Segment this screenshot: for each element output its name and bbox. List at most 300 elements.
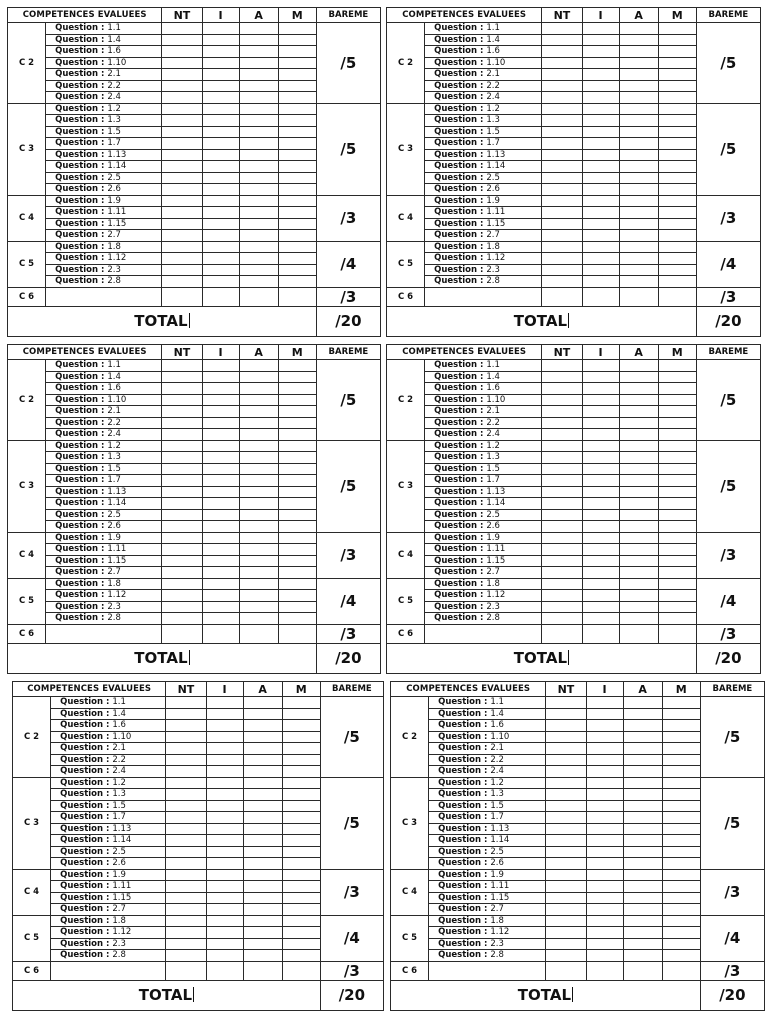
i-cell[interactable] bbox=[586, 869, 623, 881]
i-cell[interactable] bbox=[586, 904, 623, 916]
i-cell[interactable] bbox=[202, 544, 239, 556]
i-cell[interactable] bbox=[582, 161, 619, 173]
m-cell[interactable] bbox=[658, 417, 696, 429]
nt-cell[interactable] bbox=[162, 126, 202, 138]
i-cell[interactable] bbox=[202, 498, 239, 510]
i-cell[interactable] bbox=[582, 406, 619, 418]
a-cell[interactable] bbox=[243, 800, 282, 812]
nt-cell[interactable] bbox=[546, 754, 586, 766]
a-cell[interactable] bbox=[619, 34, 658, 46]
i-cell[interactable] bbox=[582, 394, 619, 406]
nt-cell[interactable] bbox=[162, 486, 202, 498]
nt-cell[interactable] bbox=[166, 927, 206, 939]
i-cell[interactable] bbox=[202, 92, 239, 104]
i-cell[interactable] bbox=[202, 406, 239, 418]
m-cell[interactable] bbox=[282, 720, 320, 732]
i-cell[interactable] bbox=[582, 486, 619, 498]
a-cell[interactable] bbox=[239, 532, 278, 544]
m-cell[interactable] bbox=[662, 846, 700, 858]
nt-cell[interactable] bbox=[546, 720, 586, 732]
m-cell[interactable] bbox=[278, 486, 316, 498]
m-cell[interactable] bbox=[662, 754, 700, 766]
a-cell[interactable] bbox=[623, 720, 662, 732]
nt-cell[interactable] bbox=[166, 869, 206, 881]
a-cell[interactable] bbox=[239, 406, 278, 418]
nt-cell[interactable] bbox=[542, 207, 582, 219]
a-cell[interactable] bbox=[619, 69, 658, 81]
m-cell[interactable] bbox=[278, 46, 316, 58]
nt-cell[interactable] bbox=[546, 697, 586, 709]
nt-cell[interactable] bbox=[162, 80, 202, 92]
i-cell[interactable] bbox=[582, 521, 619, 533]
a-cell[interactable] bbox=[239, 172, 278, 184]
nt-cell[interactable] bbox=[162, 555, 202, 567]
m-cell[interactable] bbox=[658, 578, 696, 590]
nt-cell[interactable] bbox=[162, 218, 202, 230]
i-cell[interactable] bbox=[582, 578, 619, 590]
i-cell[interactable] bbox=[202, 440, 239, 452]
nt-cell[interactable] bbox=[162, 172, 202, 184]
i-cell[interactable] bbox=[582, 383, 619, 395]
i-cell[interactable] bbox=[202, 532, 239, 544]
nt-cell[interactable] bbox=[542, 138, 582, 150]
a-cell[interactable] bbox=[239, 383, 278, 395]
i-cell[interactable] bbox=[202, 371, 239, 383]
nt-cell[interactable] bbox=[542, 218, 582, 230]
a-cell[interactable] bbox=[619, 149, 658, 161]
nt-cell[interactable] bbox=[546, 789, 586, 801]
a-cell[interactable] bbox=[243, 892, 282, 904]
m-cell[interactable] bbox=[662, 961, 700, 980]
m-cell[interactable] bbox=[282, 904, 320, 916]
nt-cell[interactable] bbox=[542, 498, 582, 510]
a-cell[interactable] bbox=[239, 590, 278, 602]
m-cell[interactable] bbox=[658, 103, 696, 115]
nt-cell[interactable] bbox=[542, 406, 582, 418]
a-cell[interactable] bbox=[243, 766, 282, 778]
m-cell[interactable] bbox=[278, 624, 316, 643]
m-cell[interactable] bbox=[282, 777, 320, 789]
m-cell[interactable] bbox=[658, 371, 696, 383]
i-cell[interactable] bbox=[586, 812, 623, 824]
m-cell[interactable] bbox=[662, 697, 700, 709]
nt-cell[interactable] bbox=[542, 601, 582, 613]
i-cell[interactable] bbox=[582, 230, 619, 242]
m-cell[interactable] bbox=[278, 521, 316, 533]
i-cell[interactable] bbox=[206, 812, 243, 824]
nt-cell[interactable] bbox=[162, 383, 202, 395]
a-cell[interactable] bbox=[243, 823, 282, 835]
i-cell[interactable] bbox=[586, 927, 623, 939]
nt-cell[interactable] bbox=[162, 521, 202, 533]
nt-cell[interactable] bbox=[542, 172, 582, 184]
m-cell[interactable] bbox=[282, 800, 320, 812]
i-cell[interactable] bbox=[202, 383, 239, 395]
m-cell[interactable] bbox=[658, 253, 696, 265]
m-cell[interactable] bbox=[658, 92, 696, 104]
a-cell[interactable] bbox=[619, 417, 658, 429]
a-cell[interactable] bbox=[243, 915, 282, 927]
a-cell[interactable] bbox=[619, 463, 658, 475]
nt-cell[interactable] bbox=[166, 892, 206, 904]
nt-cell[interactable] bbox=[162, 34, 202, 46]
i-cell[interactable] bbox=[586, 777, 623, 789]
i-cell[interactable] bbox=[202, 452, 239, 464]
i-cell[interactable] bbox=[586, 950, 623, 962]
nt-cell[interactable] bbox=[546, 812, 586, 824]
m-cell[interactable] bbox=[662, 938, 700, 950]
a-cell[interactable] bbox=[239, 417, 278, 429]
m-cell[interactable] bbox=[278, 218, 316, 230]
m-cell[interactable] bbox=[278, 207, 316, 219]
i-cell[interactable] bbox=[202, 509, 239, 521]
a-cell[interactable] bbox=[243, 789, 282, 801]
i-cell[interactable] bbox=[206, 961, 243, 980]
m-cell[interactable] bbox=[282, 858, 320, 870]
nt-cell[interactable] bbox=[542, 103, 582, 115]
i-cell[interactable] bbox=[582, 509, 619, 521]
i-cell[interactable] bbox=[202, 521, 239, 533]
i-cell[interactable] bbox=[582, 360, 619, 372]
a-cell[interactable] bbox=[243, 754, 282, 766]
nt-cell[interactable] bbox=[542, 276, 582, 288]
a-cell[interactable] bbox=[623, 743, 662, 755]
a-cell[interactable] bbox=[239, 207, 278, 219]
a-cell[interactable] bbox=[243, 881, 282, 893]
m-cell[interactable] bbox=[278, 463, 316, 475]
m-cell[interactable] bbox=[278, 555, 316, 567]
nt-cell[interactable] bbox=[546, 950, 586, 962]
m-cell[interactable] bbox=[282, 766, 320, 778]
a-cell[interactable] bbox=[239, 264, 278, 276]
i-cell[interactable] bbox=[206, 777, 243, 789]
a-cell[interactable] bbox=[619, 555, 658, 567]
nt-cell[interactable] bbox=[166, 731, 206, 743]
i-cell[interactable] bbox=[586, 754, 623, 766]
i-cell[interactable] bbox=[206, 708, 243, 720]
a-cell[interactable] bbox=[243, 904, 282, 916]
m-cell[interactable] bbox=[658, 406, 696, 418]
nt-cell[interactable] bbox=[542, 184, 582, 196]
nt-cell[interactable] bbox=[166, 904, 206, 916]
i-cell[interactable] bbox=[582, 590, 619, 602]
m-cell[interactable] bbox=[278, 103, 316, 115]
i-cell[interactable] bbox=[202, 555, 239, 567]
m-cell[interactable] bbox=[658, 23, 696, 35]
a-cell[interactable] bbox=[239, 161, 278, 173]
i-cell[interactable] bbox=[586, 858, 623, 870]
a-cell[interactable] bbox=[239, 475, 278, 487]
i-cell[interactable] bbox=[206, 915, 243, 927]
i-cell[interactable] bbox=[206, 743, 243, 755]
a-cell[interactable] bbox=[239, 486, 278, 498]
i-cell[interactable] bbox=[586, 835, 623, 847]
m-cell[interactable] bbox=[282, 823, 320, 835]
nt-cell[interactable] bbox=[166, 708, 206, 720]
i-cell[interactable] bbox=[582, 613, 619, 625]
nt-cell[interactable] bbox=[546, 858, 586, 870]
nt-cell[interactable] bbox=[162, 417, 202, 429]
a-cell[interactable] bbox=[619, 253, 658, 265]
a-cell[interactable] bbox=[623, 766, 662, 778]
nt-cell[interactable] bbox=[542, 544, 582, 556]
m-cell[interactable] bbox=[658, 172, 696, 184]
a-cell[interactable] bbox=[623, 812, 662, 824]
a-cell[interactable] bbox=[239, 103, 278, 115]
nt-cell[interactable] bbox=[542, 57, 582, 69]
a-cell[interactable] bbox=[623, 708, 662, 720]
nt-cell[interactable] bbox=[162, 23, 202, 35]
m-cell[interactable] bbox=[658, 184, 696, 196]
i-cell[interactable] bbox=[586, 846, 623, 858]
nt-cell[interactable] bbox=[542, 429, 582, 441]
nt-cell[interactable] bbox=[162, 371, 202, 383]
m-cell[interactable] bbox=[278, 417, 316, 429]
nt-cell[interactable] bbox=[166, 961, 206, 980]
a-cell[interactable] bbox=[239, 371, 278, 383]
i-cell[interactable] bbox=[582, 264, 619, 276]
nt-cell[interactable] bbox=[546, 881, 586, 893]
i-cell[interactable] bbox=[582, 601, 619, 613]
m-cell[interactable] bbox=[278, 195, 316, 207]
i-cell[interactable] bbox=[202, 184, 239, 196]
m-cell[interactable] bbox=[658, 138, 696, 150]
nt-cell[interactable] bbox=[542, 34, 582, 46]
m-cell[interactable] bbox=[662, 731, 700, 743]
i-cell[interactable] bbox=[582, 80, 619, 92]
m-cell[interactable] bbox=[658, 383, 696, 395]
a-cell[interactable] bbox=[239, 394, 278, 406]
m-cell[interactable] bbox=[662, 708, 700, 720]
nt-cell[interactable] bbox=[162, 567, 202, 579]
a-cell[interactable] bbox=[243, 846, 282, 858]
a-cell[interactable] bbox=[619, 532, 658, 544]
i-cell[interactable] bbox=[582, 253, 619, 265]
m-cell[interactable] bbox=[658, 452, 696, 464]
nt-cell[interactable] bbox=[162, 578, 202, 590]
nt-cell[interactable] bbox=[162, 161, 202, 173]
a-cell[interactable] bbox=[619, 103, 658, 115]
m-cell[interactable] bbox=[658, 34, 696, 46]
a-cell[interactable] bbox=[619, 115, 658, 127]
i-cell[interactable] bbox=[202, 276, 239, 288]
m-cell[interactable] bbox=[278, 264, 316, 276]
nt-cell[interactable] bbox=[542, 394, 582, 406]
i-cell[interactable] bbox=[586, 881, 623, 893]
a-cell[interactable] bbox=[239, 567, 278, 579]
i-cell[interactable] bbox=[202, 394, 239, 406]
nt-cell[interactable] bbox=[162, 230, 202, 242]
m-cell[interactable] bbox=[662, 858, 700, 870]
i-cell[interactable] bbox=[206, 720, 243, 732]
a-cell[interactable] bbox=[619, 624, 658, 643]
a-cell[interactable] bbox=[619, 264, 658, 276]
m-cell[interactable] bbox=[658, 532, 696, 544]
m-cell[interactable] bbox=[658, 360, 696, 372]
m-cell[interactable] bbox=[278, 34, 316, 46]
i-cell[interactable] bbox=[202, 80, 239, 92]
nt-cell[interactable] bbox=[546, 800, 586, 812]
nt-cell[interactable] bbox=[162, 613, 202, 625]
m-cell[interactable] bbox=[282, 938, 320, 950]
nt-cell[interactable] bbox=[162, 463, 202, 475]
i-cell[interactable] bbox=[202, 463, 239, 475]
m-cell[interactable] bbox=[662, 927, 700, 939]
i-cell[interactable] bbox=[582, 567, 619, 579]
m-cell[interactable] bbox=[282, 812, 320, 824]
i-cell[interactable] bbox=[582, 463, 619, 475]
i-cell[interactable] bbox=[586, 743, 623, 755]
m-cell[interactable] bbox=[278, 498, 316, 510]
a-cell[interactable] bbox=[619, 498, 658, 510]
a-cell[interactable] bbox=[623, 835, 662, 847]
a-cell[interactable] bbox=[239, 555, 278, 567]
i-cell[interactable] bbox=[582, 207, 619, 219]
m-cell[interactable] bbox=[278, 475, 316, 487]
a-cell[interactable] bbox=[619, 360, 658, 372]
nt-cell[interactable] bbox=[542, 590, 582, 602]
i-cell[interactable] bbox=[202, 253, 239, 265]
a-cell[interactable] bbox=[239, 440, 278, 452]
m-cell[interactable] bbox=[278, 383, 316, 395]
m-cell[interactable] bbox=[662, 777, 700, 789]
a-cell[interactable] bbox=[243, 927, 282, 939]
m-cell[interactable] bbox=[278, 161, 316, 173]
m-cell[interactable] bbox=[658, 429, 696, 441]
m-cell[interactable] bbox=[658, 498, 696, 510]
a-cell[interactable] bbox=[239, 149, 278, 161]
m-cell[interactable] bbox=[278, 371, 316, 383]
nt-cell[interactable] bbox=[546, 938, 586, 950]
nt-cell[interactable] bbox=[162, 69, 202, 81]
a-cell[interactable] bbox=[619, 613, 658, 625]
nt-cell[interactable] bbox=[162, 138, 202, 150]
nt-cell[interactable] bbox=[542, 126, 582, 138]
m-cell[interactable] bbox=[662, 881, 700, 893]
m-cell[interactable] bbox=[658, 590, 696, 602]
m-cell[interactable] bbox=[282, 754, 320, 766]
a-cell[interactable] bbox=[243, 858, 282, 870]
m-cell[interactable] bbox=[278, 601, 316, 613]
i-cell[interactable] bbox=[202, 103, 239, 115]
nt-cell[interactable] bbox=[162, 406, 202, 418]
i-cell[interactable] bbox=[202, 486, 239, 498]
a-cell[interactable] bbox=[619, 394, 658, 406]
a-cell[interactable] bbox=[619, 567, 658, 579]
a-cell[interactable] bbox=[243, 812, 282, 824]
i-cell[interactable] bbox=[202, 115, 239, 127]
i-cell[interactable] bbox=[202, 417, 239, 429]
i-cell[interactable] bbox=[586, 823, 623, 835]
a-cell[interactable] bbox=[619, 475, 658, 487]
a-cell[interactable] bbox=[619, 406, 658, 418]
m-cell[interactable] bbox=[282, 927, 320, 939]
nt-cell[interactable] bbox=[546, 731, 586, 743]
i-cell[interactable] bbox=[206, 789, 243, 801]
i-cell[interactable] bbox=[206, 892, 243, 904]
m-cell[interactable] bbox=[658, 440, 696, 452]
i-cell[interactable] bbox=[202, 624, 239, 643]
nt-cell[interactable] bbox=[162, 103, 202, 115]
nt-cell[interactable] bbox=[546, 766, 586, 778]
a-cell[interactable] bbox=[243, 697, 282, 709]
nt-cell[interactable] bbox=[166, 743, 206, 755]
m-cell[interactable] bbox=[662, 743, 700, 755]
a-cell[interactable] bbox=[623, 881, 662, 893]
m-cell[interactable] bbox=[278, 80, 316, 92]
nt-cell[interactable] bbox=[162, 149, 202, 161]
a-cell[interactable] bbox=[243, 950, 282, 962]
nt-cell[interactable] bbox=[542, 440, 582, 452]
m-cell[interactable] bbox=[282, 915, 320, 927]
nt-cell[interactable] bbox=[166, 915, 206, 927]
m-cell[interactable] bbox=[658, 230, 696, 242]
nt-cell[interactable] bbox=[546, 869, 586, 881]
i-cell[interactable] bbox=[582, 69, 619, 81]
m-cell[interactable] bbox=[658, 555, 696, 567]
a-cell[interactable] bbox=[239, 624, 278, 643]
i-cell[interactable] bbox=[586, 938, 623, 950]
a-cell[interactable] bbox=[623, 961, 662, 980]
a-cell[interactable] bbox=[243, 938, 282, 950]
nt-cell[interactable] bbox=[542, 92, 582, 104]
m-cell[interactable] bbox=[662, 823, 700, 835]
a-cell[interactable] bbox=[239, 241, 278, 253]
a-cell[interactable] bbox=[619, 80, 658, 92]
i-cell[interactable] bbox=[582, 126, 619, 138]
nt-cell[interactable] bbox=[162, 46, 202, 58]
nt-cell[interactable] bbox=[162, 394, 202, 406]
i-cell[interactable] bbox=[582, 138, 619, 150]
a-cell[interactable] bbox=[619, 429, 658, 441]
a-cell[interactable] bbox=[623, 892, 662, 904]
a-cell[interactable] bbox=[619, 578, 658, 590]
m-cell[interactable] bbox=[662, 766, 700, 778]
nt-cell[interactable] bbox=[546, 835, 586, 847]
a-cell[interactable] bbox=[619, 195, 658, 207]
m-cell[interactable] bbox=[278, 92, 316, 104]
nt-cell[interactable] bbox=[162, 498, 202, 510]
nt-cell[interactable] bbox=[542, 287, 582, 306]
m-cell[interactable] bbox=[658, 287, 696, 306]
nt-cell[interactable] bbox=[546, 927, 586, 939]
m-cell[interactable] bbox=[278, 138, 316, 150]
m-cell[interactable] bbox=[278, 429, 316, 441]
m-cell[interactable] bbox=[278, 241, 316, 253]
i-cell[interactable] bbox=[206, 938, 243, 950]
nt-cell[interactable] bbox=[546, 846, 586, 858]
nt-cell[interactable] bbox=[166, 950, 206, 962]
a-cell[interactable] bbox=[239, 287, 278, 306]
m-cell[interactable] bbox=[658, 624, 696, 643]
a-cell[interactable] bbox=[623, 904, 662, 916]
a-cell[interactable] bbox=[239, 92, 278, 104]
a-cell[interactable] bbox=[239, 195, 278, 207]
a-cell[interactable] bbox=[239, 115, 278, 127]
nt-cell[interactable] bbox=[542, 241, 582, 253]
m-cell[interactable] bbox=[658, 276, 696, 288]
a-cell[interactable] bbox=[239, 218, 278, 230]
i-cell[interactable] bbox=[202, 46, 239, 58]
nt-cell[interactable] bbox=[166, 766, 206, 778]
a-cell[interactable] bbox=[623, 789, 662, 801]
nt-cell[interactable] bbox=[162, 264, 202, 276]
i-cell[interactable] bbox=[582, 241, 619, 253]
i-cell[interactable] bbox=[582, 544, 619, 556]
m-cell[interactable] bbox=[662, 835, 700, 847]
m-cell[interactable] bbox=[658, 149, 696, 161]
m-cell[interactable] bbox=[278, 276, 316, 288]
